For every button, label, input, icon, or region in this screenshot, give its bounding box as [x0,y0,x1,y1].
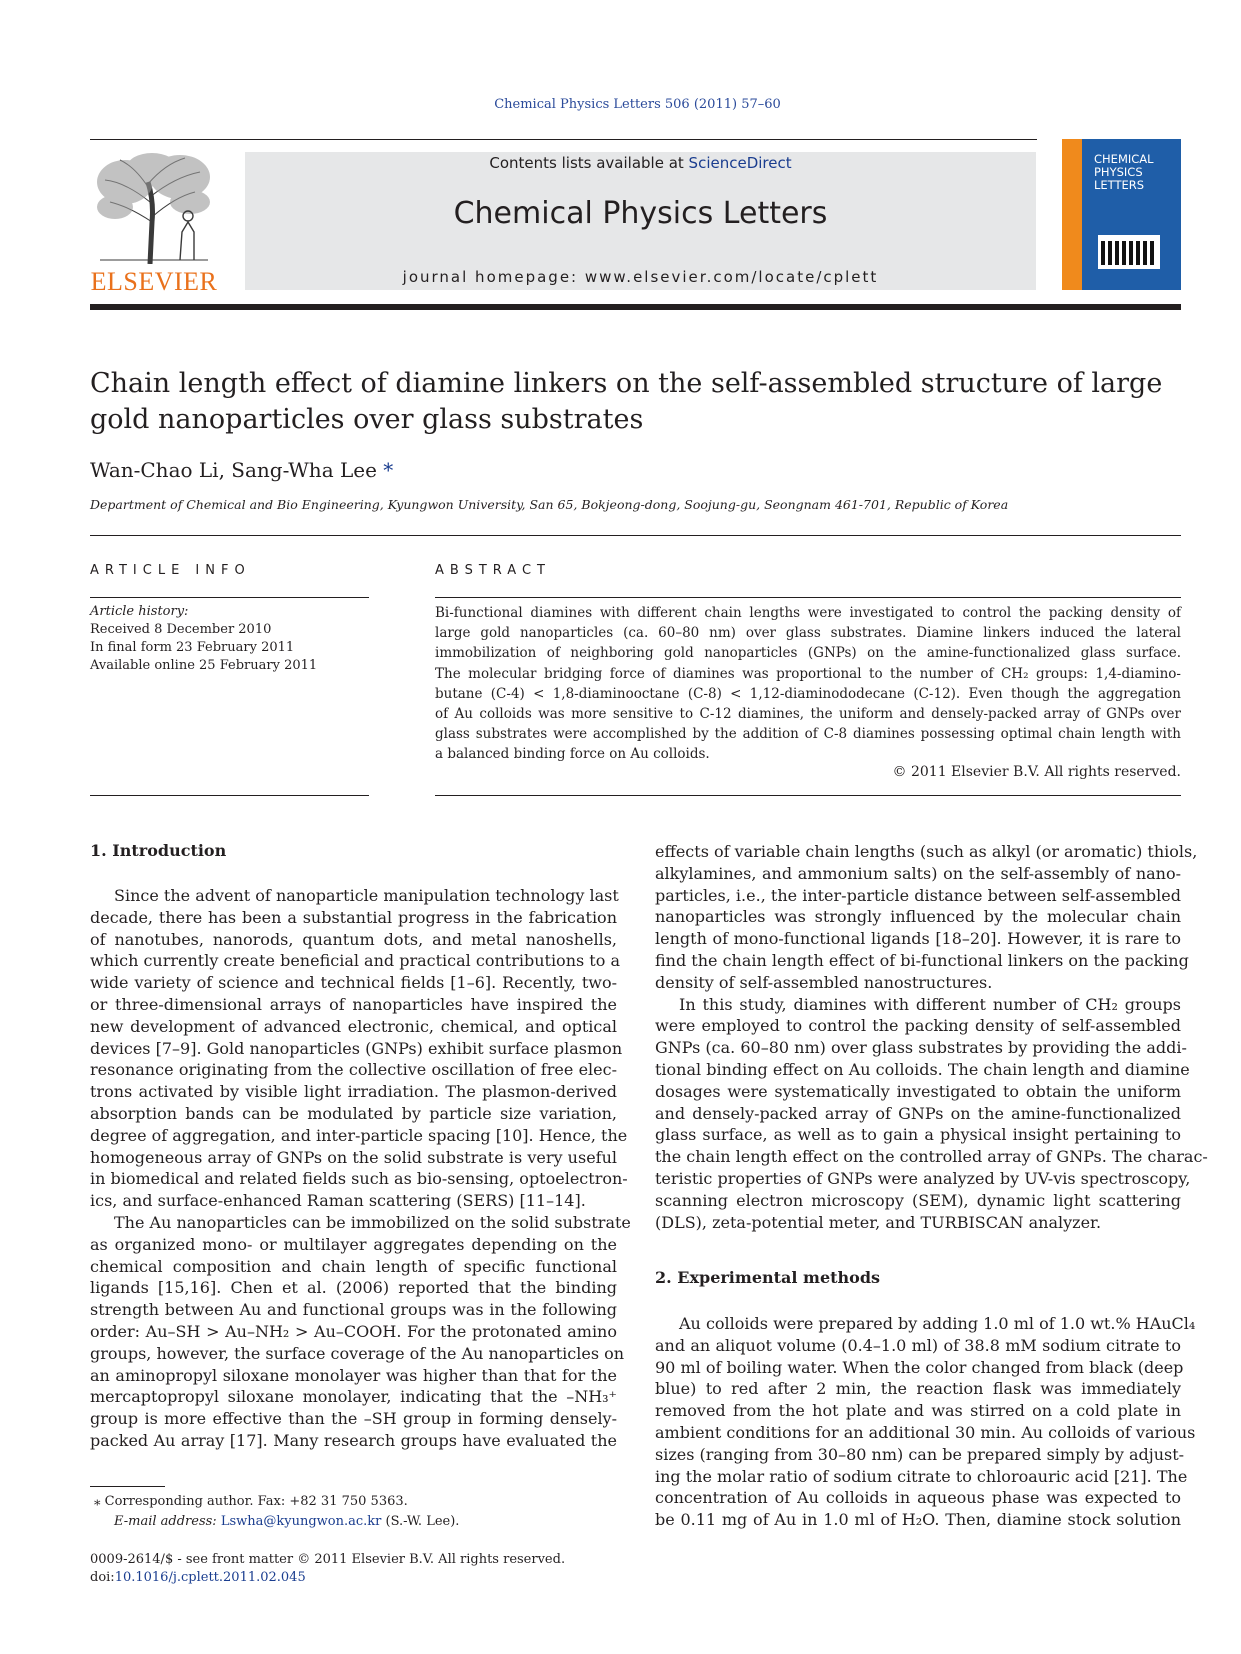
journal-banner [245,152,1036,290]
abstract-copyright: © 2011 Elsevier B.V. All rights reserved. [892,764,1181,780]
doi-link[interactable]: 10.1016/j.cplett.2011.02.045 [114,1570,306,1585]
text-line: ics, and surface-enhanced Raman scattering (SERS) [11–14]. [90,1191,586,1211]
text-line: devices [7–9]. Gold nanoparticles (GNPs) exhibit surface plasmon [90,1038,623,1058]
text-line: in biomedical and related fields such as bio-sensing, optoelectron- [90,1169,628,1189]
experimental-heading: 2. Experimental methods [655,1268,881,1287]
text-line: teristic properties of GNPs were analyzed by UV-vis spectroscopy, [655,1168,1191,1188]
text-line: blue) to red after 2 min, the reaction flask was immediately [655,1379,1181,1399]
text-line: ing the molar ratio of sodium citrate to chloroauric acid [21]. The [655,1466,1188,1486]
abstract-line: a balanced binding force on Au colloids. [435,746,710,763]
corresponding-author-note: ⁎ Corresponding author. Fax: +82 31 750 5363. [94,1494,408,1509]
introduction-left-column [90,885,631,1452]
text-line: The Au nanoparticles can be immobilized on the solid substrate [114,1212,631,1232]
info-rule [90,597,369,598]
cover-title-line: PHYSICS [1094,165,1143,179]
title-rule [90,535,1181,536]
email-suffix: (S.-W. Lee). [381,1514,460,1529]
affiliation: Department of Chemical and Bio Engineering, Kyungwon University, San 65, Bokjeong-dong, Soojung-gu, Seongnam 461-701, Republic of Korea [90,497,1009,512]
introduction-heading: 1. Introduction [90,841,227,860]
journal-reference[interactable]: Chemical Physics Letters 506 (2011) 57–60 [494,97,781,112]
text-line: Since the advent of nanoparticle manipulation technology last [114,886,619,905]
header-rule [90,139,1037,140]
text-line: chemical composition and chain length of specific functional [90,1256,617,1276]
article-history [90,603,317,675]
article-title-line: Chain length effect of diamine linkers on the self-assembled structure of large [90,368,1163,399]
email-line [90,1512,459,1532]
text-line: Au colloids were prepared by adding 1.0 ml of 1.0 wt.% HAuCl₄ [679,1314,1196,1333]
journal-homepage[interactable]: journal homepage: www.elsevier.com/locate/cplett [402,268,879,286]
author-list [90,458,393,482]
text-line: ambient conditions for an additional 30 min. Au colloids of various [655,1422,1196,1442]
abstract-line: of Au colloids was more sensitive to C-12 diamines, the uniform and densely-packed array of GNPs over [435,706,1181,723]
text-line: the chain length effect on the controlled array of GNPs. The charac- [655,1147,1208,1167]
header-thick-rule [90,304,1181,310]
abstract-text [435,603,1181,765]
footnote [90,1492,459,1532]
abstract-heading: ABSTRACT [435,563,551,578]
text-line: decade, there has been a substantial progress in the fabrication [90,907,617,927]
text-line: were employed to control the packing density of self-assembled [655,1016,1181,1036]
contents-line [245,153,1036,173]
text-line: concentration of Au colloids in aqueous phase was expected to [655,1488,1181,1508]
issn-block [90,1551,565,1587]
cover-title [1094,153,1154,192]
history-item: Available online 25 February 2011 [90,658,318,673]
info-bottom-rule [90,795,369,796]
text-line: sizes (ranging from 30–80 nm) can be prepared simply by adjust- [655,1444,1185,1464]
text-line: 90 ml of boiling water. When the color changed from black (deep [655,1357,1184,1377]
article-title [90,366,1181,438]
text-line: new development of advanced electronic, chemical, and optical [90,1016,617,1036]
abstract-line: butane (C-4) < 1,8-diaminooctane (C-8) < 1,12-diaminododecane (C-12). Even though the aggregation [435,685,1181,702]
text-line: density of self-assembled nanostructures. [655,972,993,992]
abstract-line: immobilization of neighboring gold nanoparticles (GNPs) on the amine-functionalized glass surface. [435,645,1181,662]
history-label: Article history: [90,604,189,619]
text-line: In this study, diamines with different number of CH₂ groups [679,994,1181,1014]
text-line: order: Au–SH > Au–NH₂ > Au–COOH. For the protonated amino [90,1321,617,1341]
sciencedirect-link[interactable]: ScienceDirect [688,154,792,172]
text-line: ligands [15,16]. Chen et al. (2006) reported that the binding [90,1278,617,1298]
text-line: be 0.11 mg of Au in 1.0 ml of H₂O. Then, diamine stock solution [655,1510,1181,1530]
text-line: groups, however, the surface coverage of the Au nanoparticles on [90,1343,625,1363]
authors: Wan-Chao Li, Sang-Wha Lee [90,458,377,482]
abstract-rule [435,597,1181,598]
text-line: absorption bands can be modulated by particle size variation, [90,1103,617,1123]
abstract-line: The molecular bridging force of diamines was proportional to the number of CH₂ groups: 1,4-diamino- [435,665,1181,682]
history-item: Received 8 December 2010 [90,622,272,637]
history-item: In final form 23 February 2011 [90,640,295,655]
text-line: length of mono-functional ligands [18–20]. However, it is rare to [655,929,1181,949]
article-title-line: gold nanoparticles over glass substrates [90,404,644,435]
elsevier-tree-icon [90,152,218,264]
text-line: dosages were systematically investigated to obtain the uniform [655,1081,1181,1101]
journal-cover-thumbnail [1062,139,1181,290]
doi-line [90,1569,565,1587]
text-line: strength between Au and functional groups was in the following [90,1300,617,1320]
abstract-line: Bi-functional diamines with different chain lengths were investigated to control the packing density of [435,605,1181,621]
abstract-bottom-rule [435,795,1181,796]
text-line: homogeneous array of GNPs on the solid substrate is very useful [90,1147,617,1167]
journal-title: Chemical Physics Letters [453,196,828,231]
text-line: particles, i.e., the inter-particle distance between self-assembled [655,885,1181,905]
text-line: degree of aggregation, and inter-particle spacing [10]. Hence, the [90,1125,628,1145]
article-info-heading: ARTICLE INFO [90,563,251,578]
introduction-right-column [655,841,1208,1233]
text-line: tional binding effect on Au colloids. The chain length and diamine [655,1059,1190,1079]
text-line: and an aliquot volume (0.4–1.0 ml) of 38.8 mM sodium citrate to [655,1335,1181,1355]
experimental-text [655,1313,1196,1531]
cover-title-line: LETTERS [1094,178,1145,192]
corresponding-author-mark[interactable]: * [383,458,394,482]
doi-label: doi: [90,1570,115,1585]
contents-prefix: Contents lists available at [489,154,689,172]
footnote-rule [90,1486,165,1487]
publisher-name: ELSEVIER [90,267,218,296]
elsevier-logo [90,152,218,296]
text-line: group is more effective than the –SH group in forming densely- [90,1409,617,1429]
text-line: which currently create beneficial and practical contributions to a [90,951,620,971]
text-line: packed Au array [17]. Many research groups have evaluated the [90,1430,617,1450]
text-line: glass surface, as well as to gain a physical insight pertaining to [655,1125,1181,1145]
text-line: mercaptopropyl siloxane monolayer, indicating that the –NH₃⁺ [90,1387,617,1407]
text-line: an aminopropyl siloxane monolayer was higher than that for the [90,1365,617,1385]
text-line: of nanotubes, nanorods, quantum dots, and metal nanoshells, [90,929,617,949]
email-link[interactable]: Lswha@kyungwon.ac.kr [220,1514,382,1529]
issn-line: 0009-2614/$ - see front matter © 2011 Elsevier B.V. All rights reserved. [90,1552,566,1567]
text-line: nanoparticles was strongly influenced by the molecular chain [655,907,1181,927]
text-line: scanning electron microscopy (SEM), dynamic light scattering [655,1190,1181,1210]
text-line: find the chain length effect of bi-functional linkers on the packing [655,950,1189,970]
abstract-line: glass substrates were accomplished by the addition of C-8 diamines possessing optimal chain length with [435,726,1181,743]
email-label: E-mail address: [114,1514,221,1529]
text-line: as organized mono- or multilayer aggregates depending on the [90,1234,617,1254]
text-line: wide variety of science and technical fields [1–6]. Recently, two- [90,973,617,993]
text-line: GNPs (ca. 60–80 nm) over glass substrates by providing the addi- [655,1038,1187,1058]
abstract-line: large gold nanoparticles (ca. 60–80 nm) over glass substrates. Diamine linkers induced the lateral [435,625,1181,642]
text-line: effects of variable chain lengths (such as alkyl (or aromatic) thiols, [655,842,1198,861]
cover-accent-strip [1062,139,1082,290]
cover-title-line: CHEMICAL [1094,152,1154,166]
text-line: resonance originating from the collective oscillation of free elec- [90,1060,617,1080]
text-line: alkylamines, and ammonium salts) on the self-assembly of nano- [655,863,1181,883]
text-line: trons activated by visible light irradiation. The plasmon-derived [90,1082,617,1102]
text-line: and densely-packed array of GNPs on the amine-functionalized [655,1103,1181,1123]
text-line: removed from the hot plate and was stirred on a cold plate in [655,1401,1181,1421]
text-line: or three-dimensional arrays of nanoparticles have inspired the [90,994,617,1014]
cover-graphic-icon [1098,235,1160,269]
text-line: (DLS), zeta-potential meter, and TURBISCAN analyzer. [655,1212,1102,1232]
